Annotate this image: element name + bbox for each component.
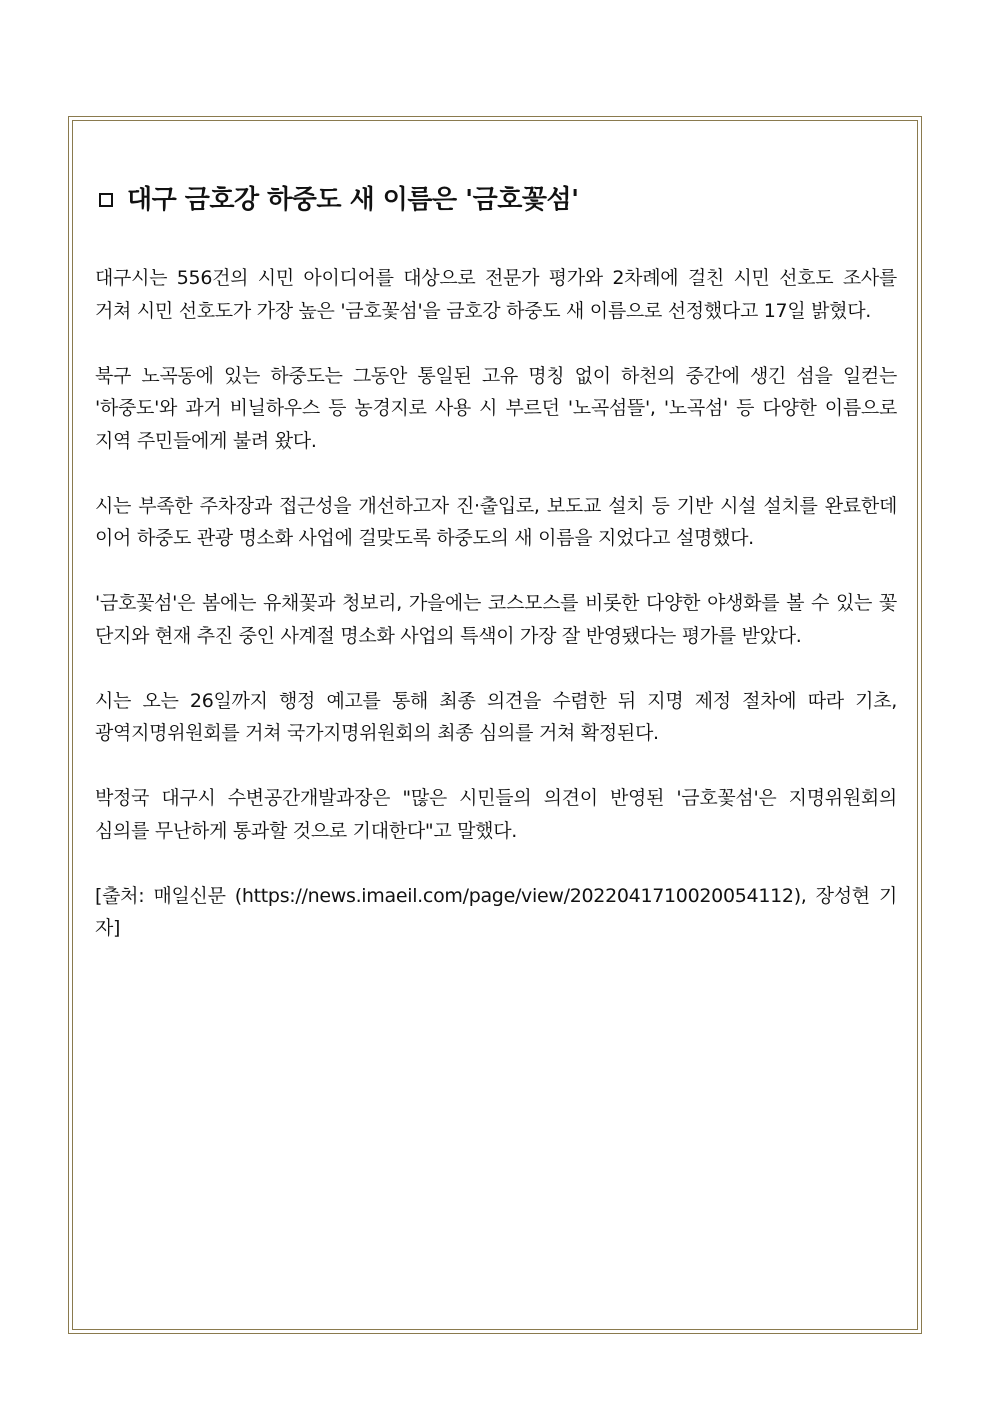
- paragraph-4: '금호꽃섬'은 봄에는 유채꽃과 청보리, 가을에는 코스모스를 비롯한 다양한 야생화를 볼 수 있는 꽃 단지와 현재 추진 중인 사계절 명소화 사업의 특색이 가장 잘 반영됐다는 평가를 받았다.: [95, 592, 897, 647]
- article-body: [95, 262, 897, 945]
- checkbox-bullet-icon: [99, 193, 113, 207]
- paragraph-3: 시는 부족한 주차장과 접근성을 개선하고자 진·출입로, 보도교 설치 등 기반 시설 설치를 완료한데 이어 하중도 관광 명소화 사업에 걸맞도록 하중도의 새 이름을 지었다고 설명했다.: [95, 494, 897, 549]
- article: [95, 180, 897, 945]
- paragraph-6: 박정국 대구시 수변공간개발과장은 "많은 시민들의 의견이 반영된 '금호꽃섬'은 지명위원회의 심의를 무난하게 통과할 것으로 기대한다"고 말했다.: [95, 787, 897, 842]
- paragraph-5: 시는 오는 26일까지 행정 예고를 통해 최종 의견을 수렴한 뒤 지명 제정 절차에 따라 기초, 광역지명위원회를 거쳐 국가지명위원회의 최종 심의를 거쳐 확정된다.: [95, 689, 897, 744]
- article-heading: [95, 180, 897, 220]
- paragraph-1: 대구시는 556건의 시민 아이디어를 대상으로 전문가 평가와 2차례에 걸친 시민 선호도 조사를 거쳐 시민 선호도가 가장 높은 '금호꽃섬'을 금호강 하중도 새 이름으로 선정했다고 17일 밝혔다.: [95, 267, 897, 322]
- paragraph-2: 북구 노곡동에 있는 하중도는 그동안 통일된 고유 명칭 없이 하천의 중간에 생긴 섬을 일컫는 '하중도'와 과거 비닐하우스 등 농경지로 사용 시 부르던 '노곡섬뜰', '노곡섬' 등 다양한 이름으로 지역 주민들에게 불려 왔다.: [95, 364, 897, 452]
- article-title: 대구 금호강 하중도 새 이름은 '금호꽃섬': [127, 185, 579, 215]
- source-citation: [출처: 매일신문 (https://news.imaeil.com/page/view/2022041710020054112), 장성현 기자]: [95, 884, 897, 939]
